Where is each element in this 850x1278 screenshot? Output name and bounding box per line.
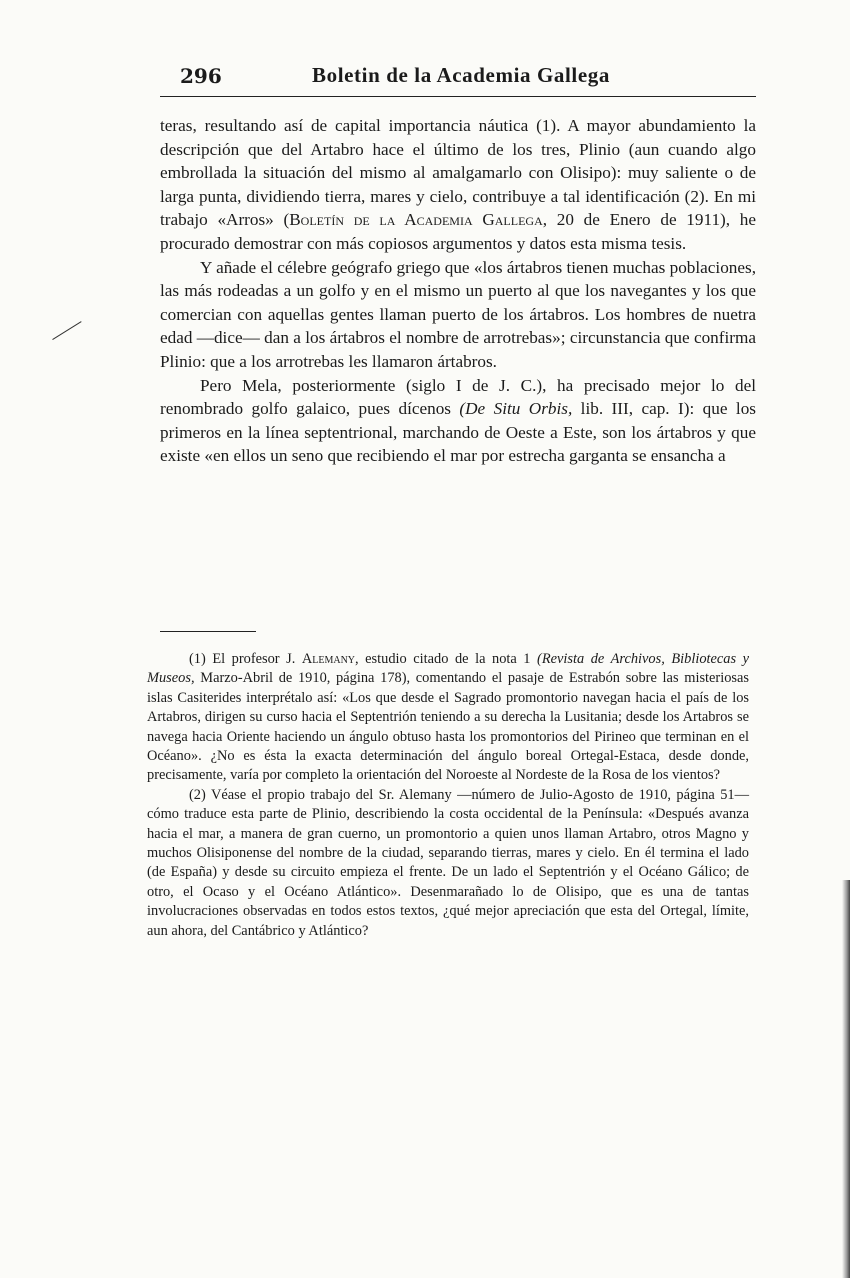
footnote-2: (2) Véase el propio trabajo del Sr. Alemany —número de Julio-Agosto de 1910, página 51— cómo traduce esta parte de Plinio, describiendo la costa occidental de la Península: «Después avanza hacia el mar, a manera de gran cuerno, un promontorio a quien unos llaman Artabro, otros Magno y muchos Olisiponense del nombre de la ciudad, separando tierras, mares y cielo. En él termina el lado (de España) y desde su circuito empieza el frente. De un lado el Septentrión y el Océano Gálico; de otro, el Ocaso y el Océano Atlántico». Desenmarañado lo de Olisipo, que es una de tantas involucraciones observadas en todos estos textos, ¿qué mejor apreciación que esta del Ortegal, límite, aun ahora, del Cantábrico y Atlántico? <box>147 786 749 939</box>
page-edge-shadow <box>842 880 850 1278</box>
margin-mark <box>52 321 82 340</box>
paragraph-3: Pero Mela, posteriormente (siglo I de J. C.), ha precisado mejor lo del renombrado golfo galaico, pues dícenos (De Situ Orbis, lib. III, cap. I): que los primeros en la línea septentrional, marchando de Oeste a Este, son los ártabros y que existe «en ellos un seno que recibiendo el mar por estrecha garganta se ensancha a <box>160 375 756 466</box>
page-header <box>160 62 756 97</box>
journal-title-italic: (Revista de Archivos, Bibliotecas y Museos, <box>147 651 750 687</box>
footnote-1: (1) El profesor J. Alemany, estudio citado de la nota 1 (Revista de Archivos, Bibliotecas y Museos, Marzo-Abril de 1910, página 178), comentando el pasaje de Estrabón sobre las misteriosas islas Casiterides interprétalo así: «Los que desde el Sagrado promontorio navegan hacia el país de los Artabros, dirigen su curso hacia el Septentrión teniendo a su derecha la Lusitania; desde los Artabros se navega hacia Oriente haciendo un ángulo obtuso hasta los promontorios del Pirineo que terminan en el Océano». ¿No es ésta la exacta determinación del ángulo boreal Ortegal-Estaca, desde donde, precisamente, varía por completo la orientación del Noroeste al Nordeste de la Rosa de los vientos? <box>147 651 750 784</box>
page-number: 296 <box>180 64 222 88</box>
author-smallcaps: Alemany <box>301 651 356 667</box>
footnotes <box>147 650 749 941</box>
journal-name-smallcaps: Boletín de la Academia Gallega <box>289 210 543 230</box>
paragraph-1: teras, resultando así de capital importancia náutica (1). A mayor abundamiento la descripción que del Artabro hace el último de los tres, Plinio (aun cuando algo embrollada la situación del mismo al amalgamarlo con Olisipo): muy saliente o de larga punta, dividiendo tierra, mares y cielo, contribuye a tal identificación (2). En mi trabajo «Arros» (Boletín de la Academia Gallega, 20 de Enero de 1911), he procurado demostrar con más copiosos argumentos y datos esta misma tesis. <box>160 116 756 253</box>
running-title: Boletin de la Academia Gallega <box>312 63 610 87</box>
body-text <box>160 114 756 468</box>
work-title-italic: (De Situ Orbis, <box>459 399 573 419</box>
footnote-rule <box>160 631 256 632</box>
paragraph-2: Y añade el célebre geógrafo griego que «los ártabros tienen muchas poblaciones, las más rodeadas a un golfo y en el mismo un puerto al que los navegantes y los que comercian con aquellas gentes llaman puerto de los ártabros. Los hombres de nuetra edad —dice— dan a los ártabros el nombre de arrotrebas»; circunstancia que confirma Plinio: que a los arrotrebas les llamaron ártabros. <box>160 257 756 371</box>
